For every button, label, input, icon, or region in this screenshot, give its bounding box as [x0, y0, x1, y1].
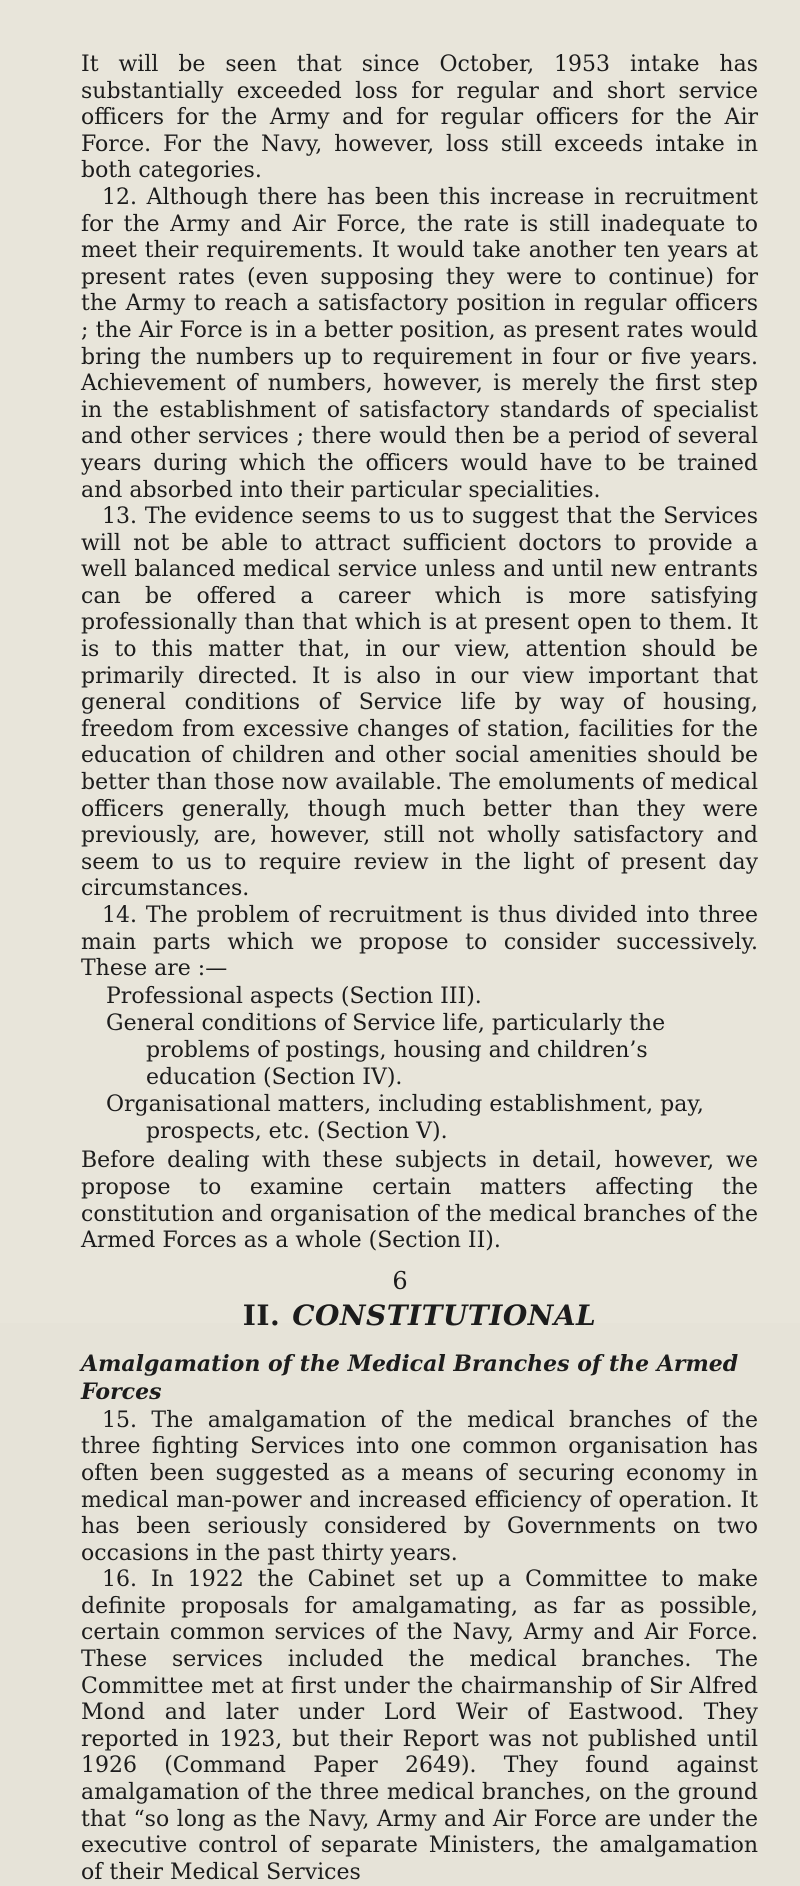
page-number: 6 — [392, 1267, 408, 1295]
list-item-professional-aspects: Professional aspects (Section III). — [106, 983, 482, 1009]
paragraph-13: 13. The evidence seems to us to suggest that the Services will not be able to attract sufficient doctors to provide a well balanced medical service unless and until new entrants can be offered a career which is more satisfying professionally than that which is at present open to them. It is to this matter that, in our view, attention should be primarily directed. It is also in our view important that general conditions of Service life by way of housing, freedom from excessive changes of station, facilities for the education of children and other social amenities should be better than those now available. The emoluments of medical officers generally, though much better than they were previously, are, however, still not wholly satisfactory and seem to us to require review in the light of present day circumstances. — [81, 504, 758, 902]
paragraph-15: 15. The amalgamation of the medical branches of the three fighting Services into one common organisation has often been suggested as a means of securing economy in medical man-power and increased efficiency of operation. It has been seriously considered by Governments on two occasions in the past thirty years. — [81, 1407, 758, 1566]
paragraph-12: 12. Although there has been this increase in recruitment for the Army and Air Force, the rate is still inadequate to meet their requirements. It would take another ten years at present rates (even supposing they were to continue) for the Army to reach a satisfactory position in regular officers ; the Air Force is in a better position, as present rates would bring the numbers up to requirement in four or five years. Achievement of numbers, however, is merely the first step in the establishment of satisfactory standards of specialist and other services ; there would then be a period of several years during which the officers would have to be trained and absorbed into their particular specialities. — [81, 184, 758, 503]
recruitment-parts-list — [81, 984, 758, 1146]
section-heading — [81, 1300, 758, 1332]
list-item-organisational-matters: Organisational matters, including establishment, pay, prospects, etc. (Section V). — [106, 1092, 704, 1144]
paragraph-intro: It will be seen that since October, 1953 intake has substantially exceeded loss for regular and short service officers for the Army and for regular officers for the Air Force. For the Navy, however, loss still exceeds intake in both categories. — [81, 52, 758, 184]
sub-heading: Amalgamation of the Medical Branches of the Armed Forces — [81, 1350, 739, 1405]
paragraph-14: 14. The problem of recruitment is thus divided into three main parts which we propose to consider successively. These are :— — [81, 903, 758, 982]
list-item-general-conditions: General conditions of Service life, particularly the problems of postings, housing and children’s education (Section IV). — [106, 1011, 666, 1090]
paragraph-before-dealing: Before dealing with these subjects in detail, however, we propose to examine certain matters affecting the constitution and organisation of the medical branches of the Armed Forces as a whole (Section II). — [81, 1148, 758, 1254]
paragraph-16: 16. In 1922 the Cabinet set up a Committee to make definite proposals for amalgamating, as far as possible, certain common services of the Navy, Army and Air Force. These services included the medical branches. The Committee met at first under the chairmanship of Sir Alfred Mond and later under Lord Weir of Eastwood. They reported in 1923, but their Report was not published until 1926 (Command Paper 2649). They found against amalgamation of the three medical branches, on the ground that “so long as the Navy, Army and Air Force are under the executive control of separate Ministers, the amalgamation of their Medical Services — [81, 1567, 758, 1885]
section-title: CONSTITUTIONAL — [292, 1298, 597, 1332]
section-number: II. — [242, 1298, 281, 1332]
